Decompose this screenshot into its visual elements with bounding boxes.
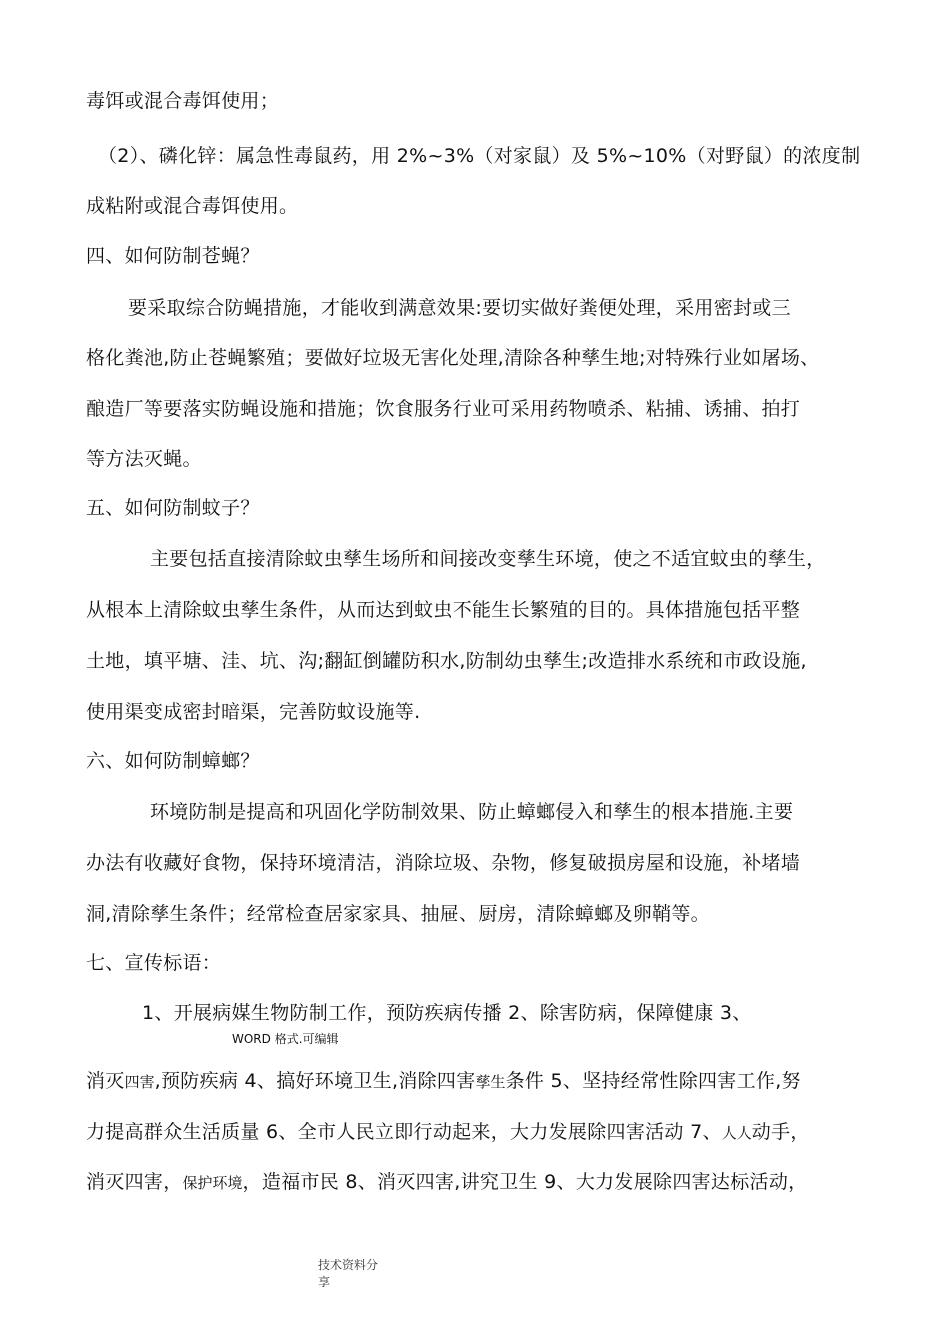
- text-line: 土地，填平塘、洼、坑、沟;翻缸倒罐防积水,防制幼虫孳生;改造排水系统和市政设施,: [86, 650, 807, 672]
- text-line: 等方法灭蝇。: [86, 448, 202, 470]
- text-line: 要采取综合防蝇措施，才能收到满意效果:要切实做好粪便处理，采用密封或三: [128, 297, 791, 319]
- text-line: 毒饵或混合毒饵使用；: [86, 90, 280, 112]
- text-line: [86, 1169, 807, 1196]
- text-run: 消灭: [86, 1070, 125, 1092]
- footer-line: 享: [318, 1275, 331, 1289]
- text-line: 环境防制是提高和巩固化学防制效果、防止蟑螂侵入和孳生的根本措施.主要: [150, 801, 794, 823]
- text-line: 酿造厂等要落实防蝇设施和措施；饮食服务行业可采用药物喷杀、粘捕、诱捕、拍打: [86, 398, 801, 420]
- text-run: ，造福市民 8、消灭四害,讲究卫生 9、大力发展除四害达标活动，: [242, 1171, 808, 1193]
- text-run: 动手，: [751, 1121, 810, 1143]
- text-line: 洞,清除孳生条件；经常检查居家家具、抽屉、厨房，清除蟑螂及卵鞘等。: [86, 903, 710, 925]
- text-run-small: 人人: [721, 1124, 752, 1142]
- text-line: 使用渠变成密封暗渠，完善防蚊设施等.: [86, 701, 421, 723]
- text-run: ,预防疾病 4、搞好环境卫生,消除四害: [154, 1070, 476, 1092]
- section-heading: 四、如何防制苍蝇？: [86, 245, 260, 267]
- text-line: 从根本上清除蚊虫孳生条件，从而达到蚊虫不能生长繁殖的目的。具体措施包括平整: [86, 599, 801, 621]
- text-line: （2）、磷化锌：属急性毒鼠药，用 2%~3%（对家鼠）及 5%~10%（对野鼠）的浓度制: [98, 145, 861, 167]
- text-run-small: 四害: [124, 1073, 155, 1091]
- format-note: WORD 格式.可编辑: [232, 1032, 339, 1046]
- footer-line: 技术资料分: [318, 1258, 379, 1272]
- section-heading: 七、宣传标语：: [86, 952, 222, 974]
- text-line: [86, 1119, 810, 1146]
- section-heading: 六、如何防制蟑螂？: [86, 750, 260, 772]
- text-line: 格化粪池,防止苍蝇繁殖；要做好垃圾无害化处理,清除各种孳生地;对特殊行业如屠场、: [86, 347, 820, 369]
- text-run-small: 孳生: [475, 1073, 506, 1091]
- section-heading: 五、如何防制蚊子？: [86, 497, 260, 519]
- text-run: 力提高群众生活质量 6、全市人民立即行动起来，大力发展除四害活动 7、: [86, 1121, 722, 1143]
- text-run-small: 保护环境: [182, 1174, 243, 1192]
- text-run: 条件 5、坚持经常性除四害工作,努: [505, 1070, 801, 1092]
- text-line: 成粘附或混合毒饵使用。: [86, 195, 299, 217]
- text-line: 1、开展病媒生物防制工作，预防疾病传播 2、除害防病，保障健康 3、: [142, 1002, 752, 1024]
- text-run: 消灭四害，: [86, 1171, 183, 1193]
- text-line: 办法有收藏好食物，保持环境清洁，消除垃圾、杂物，修复破损房屋和设施，补堵墙: [86, 852, 801, 874]
- text-line: [86, 1068, 801, 1095]
- text-line: 主要包括直接清除蚊虫孳生场所和间接改变孳生环境，使之不适宜蚊虫的孳生，: [150, 548, 826, 570]
